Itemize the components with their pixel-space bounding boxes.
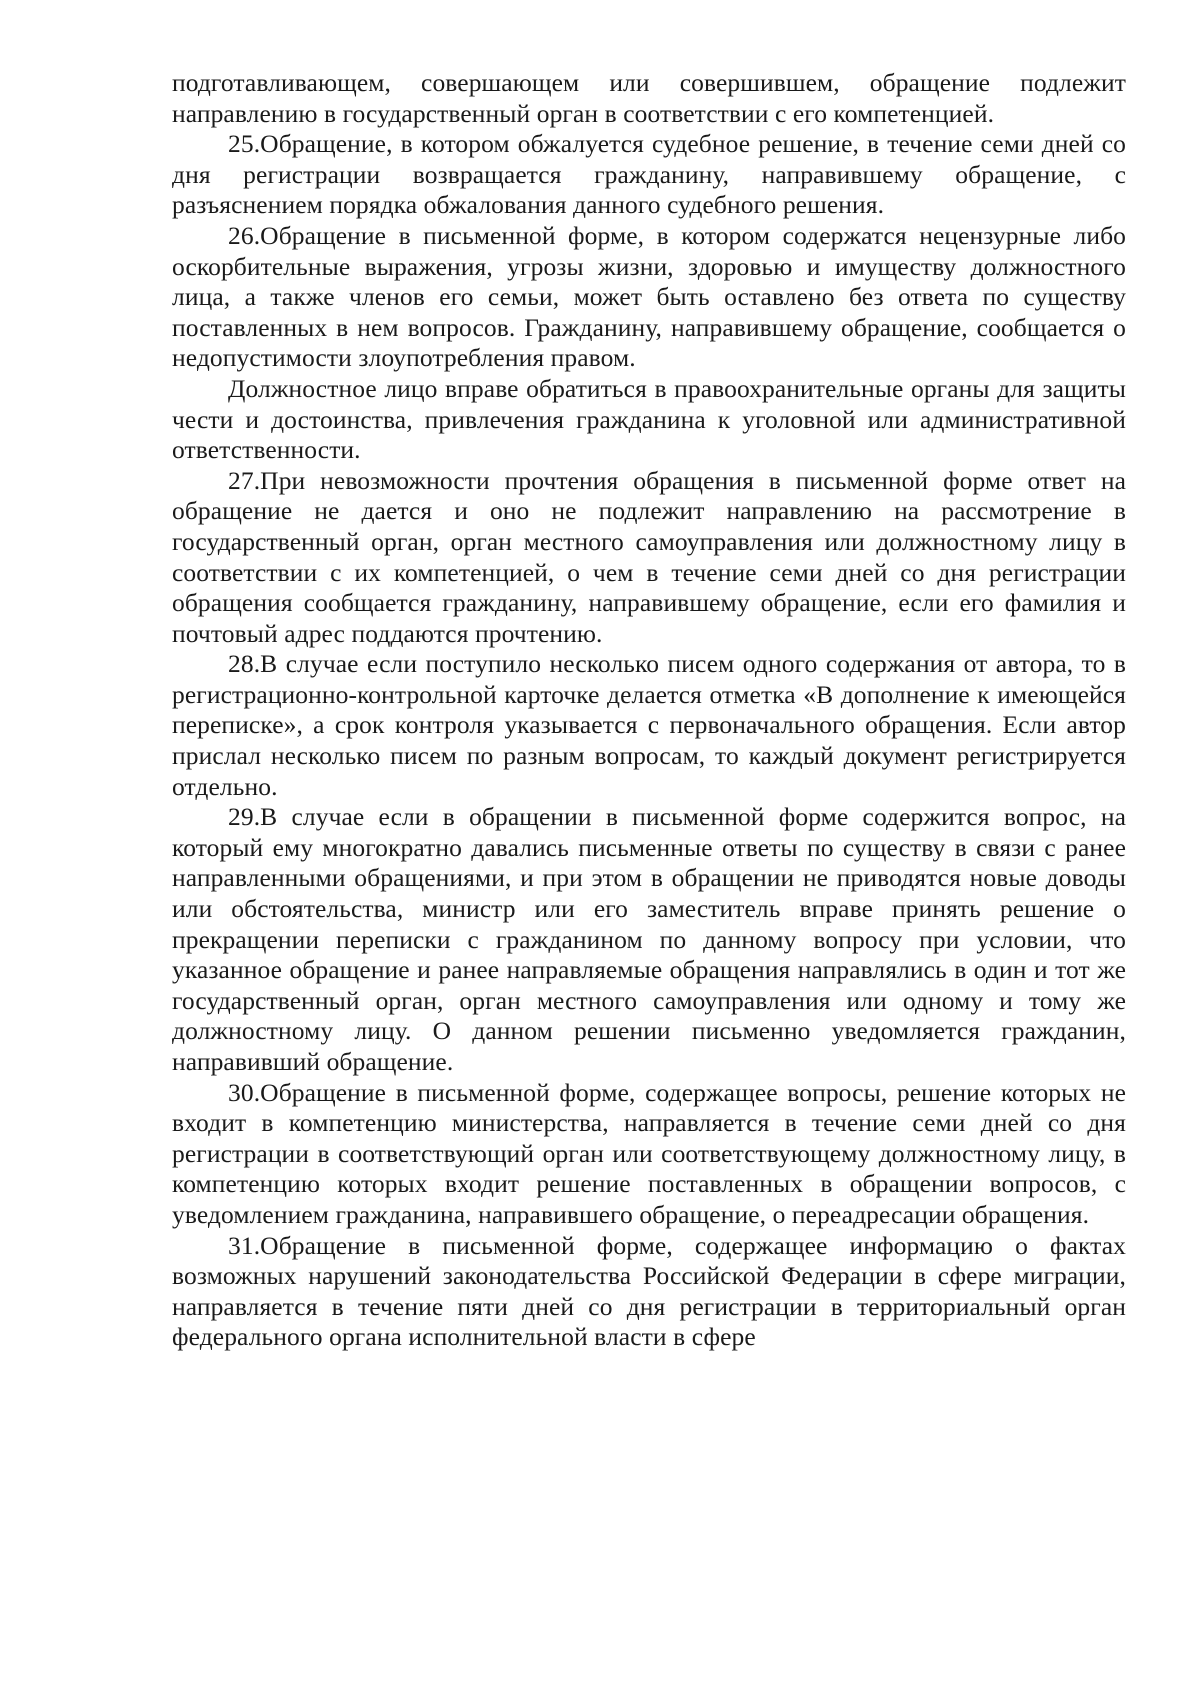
paragraph-official-rights: Должностное лицо вправе обратиться в правоохранительные органы для защиты чести и достоинства, привлечения гражданина к уголовной или административной ответственности. [172, 373, 1126, 465]
paragraph-continuation: подготавливающем, совершающем или совершившем, обращение подлежит направлению в государственный орган в соответствии с его компетенцией. [172, 68, 1126, 128]
document-body [172, 68, 1126, 1353]
paragraph-item-27: 27.При невозможности прочтения обращения в письменной форме ответ на обращение не дается и оно не подлежит направлению на рассмотрение в государственный орган, орган местного самоуправления или должностному лицу в соответствии с их компетенцией, о чем в течение семи дней со дня регистрации обращения сообщается гражданину, направившему обращение, если его фамилия и почтовый адрес поддаются прочтению. [172, 465, 1126, 648]
paragraph-item-25: 25.Обращение, в котором обжалуется судебное решение, в течение семи дней со дня регистрации возвращается гражданину, направившему обращение, с разъяснением порядка обжалования данного судебного решения. [172, 129, 1126, 220]
paragraph-item-28: 28.В случае если поступило несколько писем одного содержания от автора, то в регистрационно-контрольной карточке делается отметка «В дополнение к имеющейся переписке», а срок контроля указывается с первоначального обращения. Если автор прислал несколько писем по разным вопросам, то каждый документ регистрируется отдельно. [172, 649, 1126, 801]
paragraph-item-29: 29.В случае если в обращении в письменной форме содержится вопрос, на который ему многократно давались письменные ответы по существу в связи с ранее направленными обращениями, и при этом в обращении не приводятся новые доводы или обстоятельства, министр или его заместитель вправе принять решение о прекращении переписки с гражданином по данному вопросу при условии, что указанное обращение и ранее направляемые обращения направлялись в один и тот же государственный орган, орган местного самоуправления или одному и тому же должностному лицу. О данном решении письменно уведомляется гражданин, направивший обращение. [172, 802, 1126, 1076]
paragraph-item-30: 30.Обращение в письменной форме, содержащее вопросы, решение которых не входит в компетенцию министерства, направляется в течение семи дней со дня регистрации в соответствующий орган или соответствующему должностному лицу, в компетенцию которых входит решение поставленных в обращении вопросов, с уведомлением гражданина, направившего обращение, о переадресации обращения. [172, 1077, 1126, 1229]
paragraph-item-26: 26.Обращение в письменной форме, в котором содержатся нецензурные либо оскорбительные выражения, угрозы жизни, здоровью и имуществу должностного лица, а также членов его семьи, может быть оставлено без ответа по существу поставленных в нем вопросов. Гражданину, направившему обращение, сообщается о недопустимости злоупотребления правом. [172, 220, 1126, 373]
paragraph-item-31: 31.Обращение в письменной форме, содержащее информацию о фактах возможных нарушений законодательства Российской Федерации в сфере миграции, направляется в течение пяти дней со дня регистрации в территориальный орган федерального органа исполнительной власти в сфере [172, 1230, 1126, 1352]
